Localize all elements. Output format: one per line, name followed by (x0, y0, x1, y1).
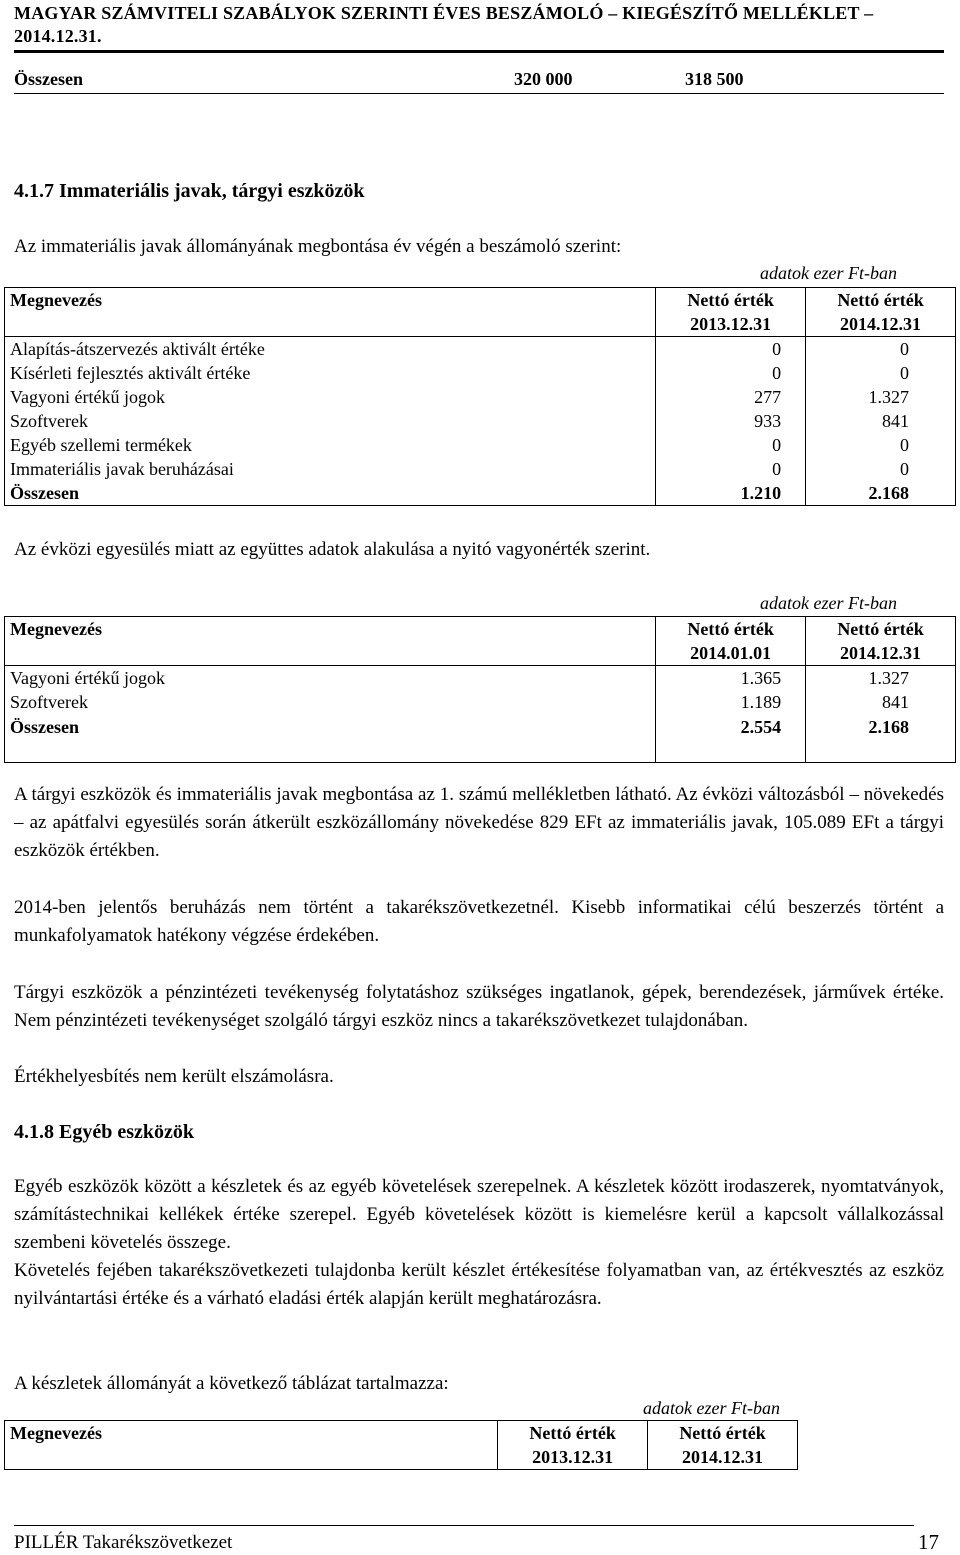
top-total-divider (14, 93, 944, 94)
row-value-1: 1.365 (656, 666, 806, 691)
row-value-1: 933 (656, 409, 806, 433)
row-name: Egyéb szellemi termékek (5, 433, 656, 457)
paragraph-tangible-assets: Tárgyi eszközök a pénzintézeti tevékenység folytatáshoz szükséges ingatlanok, gépek, berendezések, járművek értéke. Nem pénzintézeti tevékenységet szolgáló tárgyi eszköz nincs a takarékszövetkezet tulajdonában. (14, 982, 944, 1031)
row-name: Alapítás-átszervezés aktivált értéke (5, 337, 656, 362)
table2-col-name: Megnevezés (5, 617, 656, 642)
table2-col2-date: 2014.12.31 (806, 641, 956, 666)
row-value-2: 841 (806, 690, 956, 714)
row-value-1: 0 (656, 433, 806, 457)
table-row (5, 690, 956, 714)
table-row (5, 337, 956, 362)
total-value-1: 2.554 (656, 714, 806, 763)
table-row (5, 409, 956, 433)
paragraph-receivables: Követelés fejében takarékszövetkezeti tulajdonba került készlet értékesítése folyamatban van, az értékvesztés az eszköz nyilvántartási értéke és a várható eladási érték alapján került meghatározásra. (14, 1260, 944, 1309)
total-label: Összesen (5, 481, 656, 506)
table3-col2-label: Nettó érték (648, 1421, 798, 1446)
table3-col-name: Megnevezés (5, 1421, 498, 1446)
row-name: Szoftverek (5, 409, 656, 433)
table2-unit-note: adatok ezer Ft-ban (760, 593, 897, 613)
total-value-2: 2.168 (806, 481, 956, 506)
table3-header-row (5, 1421, 798, 1446)
table2-col1-label: Nettó érték (656, 617, 806, 642)
table3-unit-note: adatok ezer Ft-ban (643, 1398, 780, 1418)
page-number: 17 (918, 1530, 939, 1554)
paragraph-investment: 2014-ben jelentős beruházás nem történt a takarékszövetkezetnél. Kisebb informatikai célú beszerzés történt a munkafolyamatok hatékony végzése érdekében. (14, 897, 944, 946)
row-value-1: 0 (656, 361, 806, 385)
table1-col2-date: 2014.12.31 (806, 312, 956, 337)
table3-col1-date: 2013.12.31 (498, 1445, 648, 1470)
table-intangibles (4, 287, 956, 506)
row-name: Vagyoni értékű jogok (5, 385, 656, 409)
table3-col2-date: 2014.12.31 (648, 1445, 798, 1470)
table1-header-row (5, 288, 956, 313)
row-name: Szoftverek (5, 690, 656, 714)
table2-header-row (5, 617, 956, 642)
table2-total-row (5, 714, 956, 763)
row-value-1: 0 (656, 337, 806, 362)
row-value-1: 1.189 (656, 690, 806, 714)
section-title-other-assets: 4.1.8 Egyéb eszközök (14, 1121, 194, 1143)
table-row (5, 385, 956, 409)
top-total-row (14, 66, 944, 92)
table-inventory (4, 1420, 798, 1470)
paragraph-inventory-intro: A készletek állományát a következő táblázat tartalmazza: (14, 1373, 449, 1394)
footer-divider (14, 1525, 914, 1526)
paragraph-revaluation: Értékhelyesbítés nem került elszámolásra. (14, 1066, 334, 1087)
table-row (5, 433, 956, 457)
row-value-1: 0 (656, 457, 806, 481)
row-name: Vagyoni értékű jogok (5, 666, 656, 691)
table1-col2-label: Nettó érték (806, 288, 956, 313)
total-value-1: 1.210 (656, 481, 806, 506)
page-header-title: MAGYAR SZÁMVITELI SZABÁLYOK SZERINTI ÉVES BESZÁMOLÓ – KIEGÉSZÍTŐ MELLÉKLET – 2014.12.31. (14, 3, 874, 46)
top-total-label: Összesen (14, 69, 83, 89)
table1-unit-note: adatok ezer Ft-ban (760, 263, 897, 283)
row-value-2: 0 (806, 361, 956, 385)
total-label: Összesen (5, 714, 656, 763)
row-value-1: 277 (656, 385, 806, 409)
top-total-value-1: 320 000 (514, 69, 573, 89)
total-value-2: 2.168 (806, 714, 956, 763)
table1-col1-date: 2013.12.31 (656, 312, 806, 337)
table-row (5, 457, 956, 481)
paragraph-breakdown: A tárgyi eszközök és immateriális javak megbontása az 1. számú mellékletben látható. Az évközi változásból – növekedés – az apátfalvi egyesülés során átkerült eszközállomány növekedése 829 EFt az immateriális javak, 105.089 EFt a tárgyi eszközök értékben. (14, 784, 944, 861)
row-value-2: 0 (806, 457, 956, 481)
table3-col1-label: Nettó érték (498, 1421, 648, 1446)
row-value-2: 0 (806, 433, 956, 457)
paragraph-other-assets: Egyéb eszközök között a készletek és az egyéb követelések szerepelnek. A készletek között irodaszerek, nyomtatványok, számítástechnikai kellékek értéke szerepel. Egyéb követelések között is kiemelésre kerül a kapcsolt vállalkozással szembeni követelés összege. (14, 1176, 944, 1253)
section-title-intangibles: 4.1.7 Immateriális javak, tárgyi eszközök (14, 180, 365, 202)
table-merger (4, 616, 956, 763)
footer-company: PILLÉR Takarékszövetkezet (14, 1532, 233, 1553)
table1-total-row (5, 481, 956, 506)
row-value-2: 1.327 (806, 385, 956, 409)
table3-header-row-2 (5, 1445, 798, 1470)
table2-header-row-2 (5, 641, 956, 666)
merger-intro: Az évközi egyesülés miatt az együttes adatok alakulása a nyitó vagyonérték szerint. (14, 539, 651, 560)
table1-header-row-2 (5, 312, 956, 337)
table2-col1-date: 2014.01.01 (656, 641, 806, 666)
table-row (5, 361, 956, 385)
row-value-2: 841 (806, 409, 956, 433)
row-value-2: 1.327 (806, 666, 956, 691)
top-total-value-2: 318 500 (685, 69, 744, 89)
row-name: Kísérleti fejlesztés aktivált értéke (5, 361, 656, 385)
row-name: Immateriális javak beruházásai (5, 457, 656, 481)
table1-col1-label: Nettó érték (656, 288, 806, 313)
header-divider (14, 50, 944, 53)
table-row (5, 666, 956, 691)
table1-col-name: Megnevezés (5, 288, 656, 313)
table2-col2-label: Nettó érték (806, 617, 956, 642)
section1-intro: Az immateriális javak állományának megbontása év végén a beszámoló szerint: (14, 236, 622, 257)
row-value-2: 0 (806, 337, 956, 362)
